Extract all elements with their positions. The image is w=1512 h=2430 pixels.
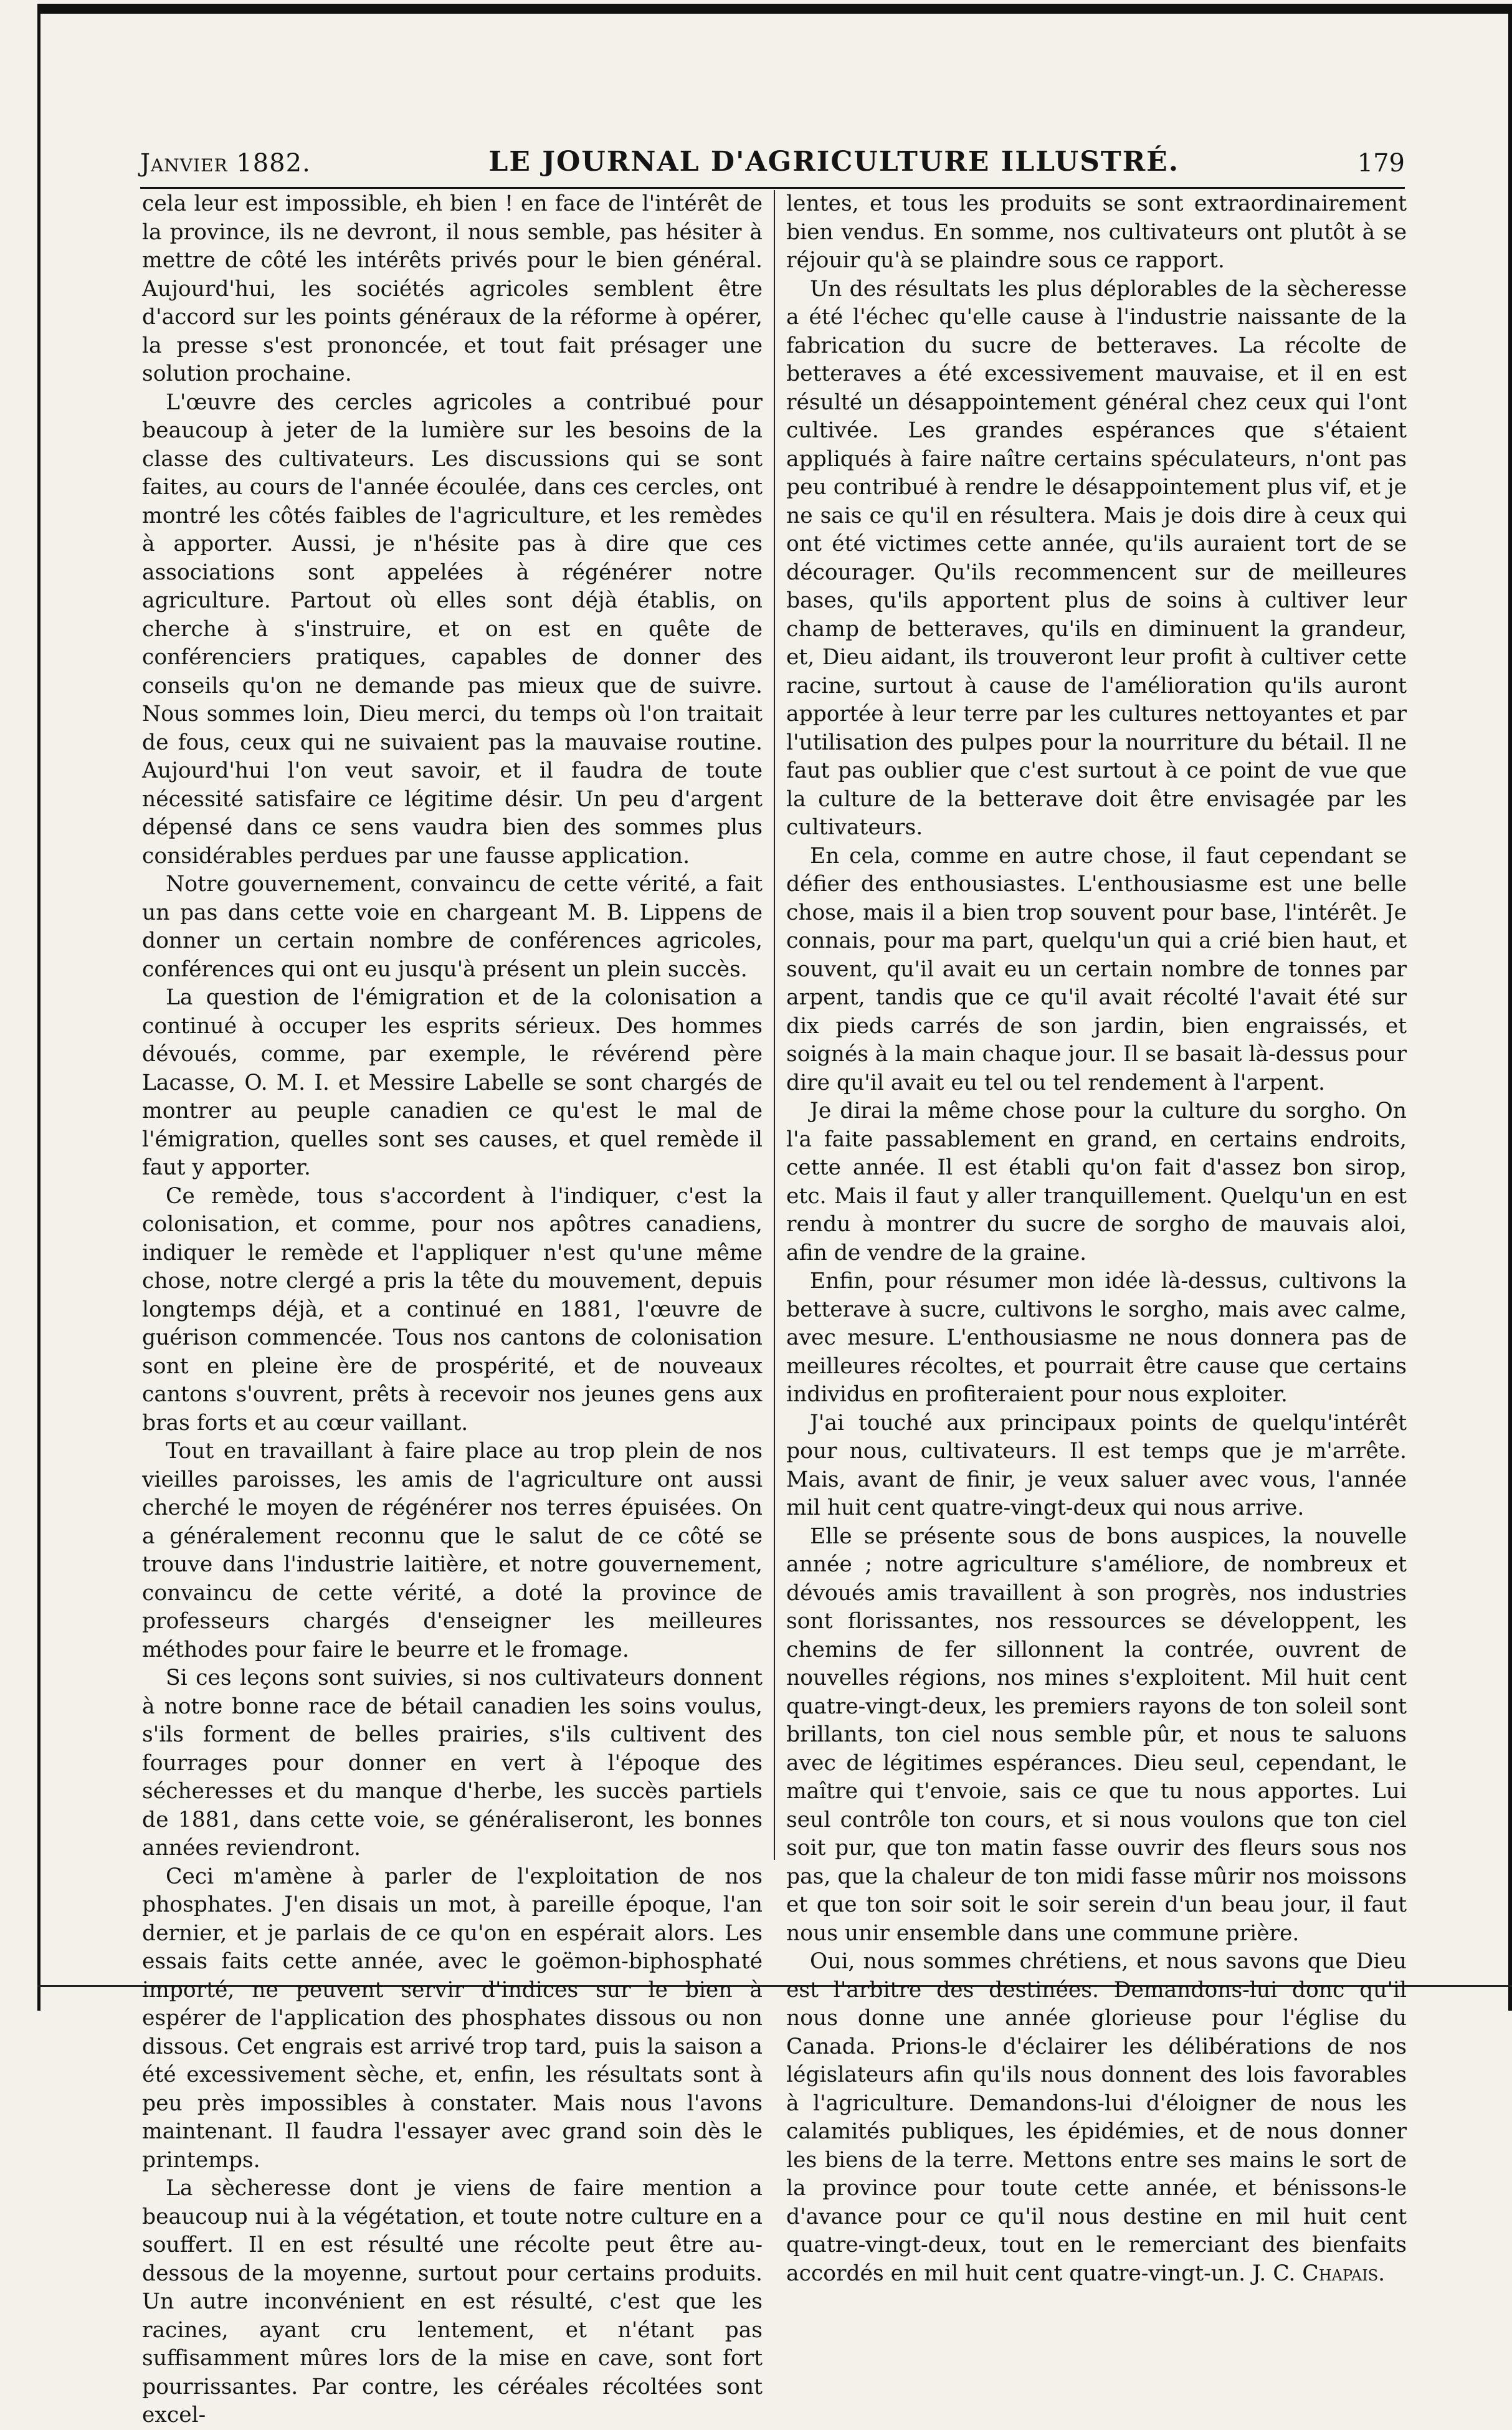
right-border bbox=[1508, 4, 1512, 2011]
journal-title: LE JOURNAL D'AGRICULTURE ILLUSTRÉ. bbox=[488, 146, 1180, 178]
paragraph-final bbox=[786, 1948, 1407, 2288]
paragraph-text: Oui, nous sommes chrétiens, et nous savons que Dieu est l'arbitre des destinées. Demandons-lui donc qu'il nous donne une année glorieuse pour l'église du Canada. Prions-le d'éclairer les délibérations de nos législateurs afin qu'ils nous donnent des lois favorables à l'agriculture. Demandons-lui d'éloigner de nous les calamités publiques, les épidémies, et de nous donner les biens de la terre. Mettons entre ses mains le sort de la province pour toute cette année, et bénissons-le d'avance pour ce qu'il nous destine en mil huit cent quatre-vingt-deux, tout en le remerciant des bienfaits accordés en mil huit cent quatre-vingt-un. bbox=[786, 1949, 1407, 2286]
paragraph: Tout en travaillant à faire place au trop plein de nos vieilles paroisses, les amis de l'agriculture ont aussi cherché le moyen de régénérer nos terres épuisées. On a généralement reconnu que le salut de ce côté se trouve dans l'industrie laitière, et notre gouvernement, convaincu de cette vérité, a doté la province de professeurs chargés d'enseigner les meilleures méthodes pour faire le beurre et le fromage. bbox=[142, 1439, 763, 1662]
page-header bbox=[140, 128, 1405, 178]
paragraph: Un des résultats les plus déplorables de la sècheresse a été l'échec qu'elle cause à l'industrie naissante de la fabrication du sucre de betteraves. La récolte de betteraves a été excessivement mauvaise, et il en est résulté un désappointement général chez ceux qui l'ont cultivée. Les grandes espérances que s'étaient appliqués à faire naître certains spéculateurs, n'ont pas peu contribué à rendre le désappointement plus vif, et je ne sais ce qu'il en résultera. Mais je dois dire à ceux qui ont été victimes cette année, qu'ils auraient tort de se décourager. Qu'ils recommencent sur de meilleures bases, qu'ils apportent plus de soins à cultiver leur champ de betteraves, qu'ils en diminuent la grandeur, et, Dieu aidant, ils trouveront leur profit à cultiver cette racine, surtout à cause de l'amélioration qu'ils auront apportée à leur terre par les cultures nettoyantes et par l'utilisation des pulpes pour la nourriture du bétail. Il ne faut pas oublier que c'est surtout à ce point de vue que la culture de la betterave doit être envisagée par les cultivateurs. bbox=[786, 276, 1407, 840]
right-column bbox=[786, 190, 1407, 2286]
paragraph: Ce remède, tous s'accordent à l'indiquer, c'est la colonisation, et comme, pour nos apôtres canadiens, indiquer le remède et l'appliquer n'est qu'une même chose, notre clergé a pris la tête du mouvement, depuis longtemps déjà, et a continué en 1881, l'œuvre de guérison commencée. Tous nos cantons de colonisation sont en pleine ère de prospérité, et de nouveaux cantons s'ouvrent, prêts à recevoir nos jeunes gens aux bras forts et au cœur vaillant. bbox=[142, 1183, 763, 1436]
paragraph: lentes, et tous les produits se sont extraordinairement bien vendus. En somme, nos cultivateurs ont plutôt à se réjouir qu'à se plaindre sous ce rapport. bbox=[786, 191, 1407, 273]
article-body bbox=[142, 190, 1407, 2428]
paragraph: Je dirai la même chose pour la culture du sorgho. On l'a faite passablement en grand, en certains endroits, cette année. Il est établi qu'on fait d'assez bon sirop, etc. Mais il faut y aller tranquillement. Quelqu'un en est rendu à montrer du sucre de sorgho de mauvais aloi, afin de vendre de la graine. bbox=[786, 1098, 1407, 1265]
page-number: 179 bbox=[1357, 149, 1405, 178]
paragraph: J'ai touché aux principaux points de quelqu'intérêt pour nous, cultivateurs. Il est temps que je m'arrête. Mais, avant de finir, je veux saluer avec vous, l'année mil huit cent quatre-vingt-deux qui nous arrive. bbox=[786, 1410, 1407, 1520]
paragraph: Elle se présente sous de bons auspices, la nouvelle année ; notre agriculture s'améliore, de nombreux et dévoués amis travaillent à son progrès, nos industries sont florissantes, nos ressources se développent, les chemins de fer sillonnent la contrée, ouvrent de nouvelles régions, nos mines s'exploitent. Mil huit cent quatre-vingt-deux, les premiers rayons de ton soleil sont brillants, ton ciel nous semble pûr, et nous te saluons avec de légitimes espérances. Dieu seul, cependant, le maître qui t'envoie, sais ce que tu nous apportes. Lui seul contrôle ton cours, et si nous voulons que ton ciel soit pur, que ton matin fasse ouvrir des fleurs sous nos pas, que la chaleur de ton midi fasse mûrir nos moissons et que ton soir soit le soir serein d'un beau jour, il faut nous unir ensemble dans une commune prière. bbox=[786, 1523, 1407, 1946]
paragraph: Si ces leçons sont suivies, si nos cultivateurs donnent à notre bonne race de bétail canadien les soins voulus, s'ils forment de belles prairies, s'ils cultivent des fourrages pour donner en vert à l'époque des sécheresses et du manque d'herbe, les succès partiels de 1881, dans cette voie, se généraliseront, les bonnes années reviendront. bbox=[142, 1665, 763, 1861]
paragraph: Ceci m'amène à parler de l'exploitation de nos phosphates. J'en disais un mot, à pareille époque, l'an dernier, et je parlais de ce qu'on en espérait alors. Les essais faits cette année, avec le goëmon-biphosphaté importé, ne peuvent servir d'indices sur le bien à espérer de l'application des phosphates dissous ou non dissous. Cet engrais est arrivé trop tard, puis la saison a été excessivement sèche, et, enfin, les résultats sont à peu près impossibles à constater. Mais nous l'avons maintenant. Il faudra l'essayer avec grand soin dès le printemps. bbox=[142, 1864, 763, 2173]
column-divider bbox=[774, 190, 775, 1860]
top-border bbox=[37, 4, 1512, 14]
header-rule bbox=[140, 187, 1405, 189]
paragraph: En cela, comme en autre chose, il faut cependant se défier des enthousiastes. L'enthousiasme est une belle chose, mais il a bien trop souvent pour base, l'intérêt. Je connais, pour ma part, quelqu'un qui a crié bien haut, et souvent, qu'il avait eu un certain nombre de tonnes par arpent, tandis que ce qu'il avait récolté l'avait été sur dix pieds carrés de son jardin, bien engraissés, et soignés à la main chaque jour. Il se basait là-dessus pour dire qu'il avait eu tel ou tel rendement à l'arpent. bbox=[786, 843, 1407, 1095]
paragraph: cela leur est impossible, eh bien ! en face de l'intérêt de la province, ils ne devront, il nous semble, pas hésiter à mettre de côté les intérêts privés pour le bien général. Aujourd'hui, les sociétés agricoles semblent être d'accord sur les points généraux de la réforme à opérer, la presse s'est prononcée, et tout fait présager une solution prochaine. bbox=[142, 191, 763, 386]
paragraph: La sècheresse dont je viens de faire mention a beaucoup nui à la végétation, et toute notre culture en a souffert. Il en est résulté une récolte peut être au-dessous de la moyenne, surtout pour certains produits. Un autre inconvénient en est résulté, c'est que les racines, ayant cru lentement, et n'étant pas suffisamment mûres lors de la mise en cave, sont fort pourrissantes. Par contre, les céréales récoltées sont excel- bbox=[142, 2176, 763, 2428]
left-border bbox=[37, 4, 40, 2011]
author-signature: J. C. Chapais. bbox=[1252, 2261, 1386, 2286]
header-date: Janvier 1882. bbox=[140, 149, 311, 178]
paragraph: La question de l'émigration et de la colonisation a continué à occuper les esprits sérieux. Des hommes dévoués, comme, par exemple, le révérend père Lacasse, O. M. I. et Messire Labelle se sont chargés de montrer au peuple canadien ce qu'est le mal de l'émigration, quelles sont ses causes, et quel remède il faut y apporter. bbox=[142, 985, 763, 1180]
paragraph: L'œuvre des cercles agricoles a contribué pour beaucoup à jeter de la lumière sur les besoins de la classe des cultivateurs. Les discussions qui se sont faites, au cours de l'année écoulée, dans ces cercles, ont montré les côtés faibles de l'agriculture, et les remèdes à apporter. Aussi, je n'hésite pas à dire que ces associations sont appelées à régénérer notre agriculture. Partout où elles sont déjà établis, on cherche à s'instruire, et on est en quête de conférenciers pratiques, capables de donner des conseils qu'on ne demande pas mieux que de suivre. Nous sommes loin, Dieu merci, du temps où l'on traitait de fous, ceux qui ne suivaient pas la mauvaise routine. Aujourd'hui l'on veut savoir, et il faudra de toute nécessité satisfaire ce légitime désir. Un peu d'argent dépensé dans ce sens vaudra bien des sommes plus considérables perdues par une fausse application. bbox=[142, 389, 763, 869]
paragraph: Notre gouvernement, convaincu de cette vérité, a fait un pas dans cette voie en chargeant M. B. Lippens de donner un certain nombre de conférences agricoles, conférences qui ont eu jusqu'à présent un plein succès. bbox=[142, 872, 763, 982]
paragraph: Enfin, pour résumer mon idée là-dessus, cultivons la betterave à sucre, cultivons le sorgho, mais avec calme, avec mesure. L'enthousiasme ne nous donnera pas de meilleures récoltes, et pourrait être cause que certains individus en profiteraient pour nous exploiter. bbox=[786, 1269, 1407, 1407]
left-column bbox=[142, 190, 763, 2428]
